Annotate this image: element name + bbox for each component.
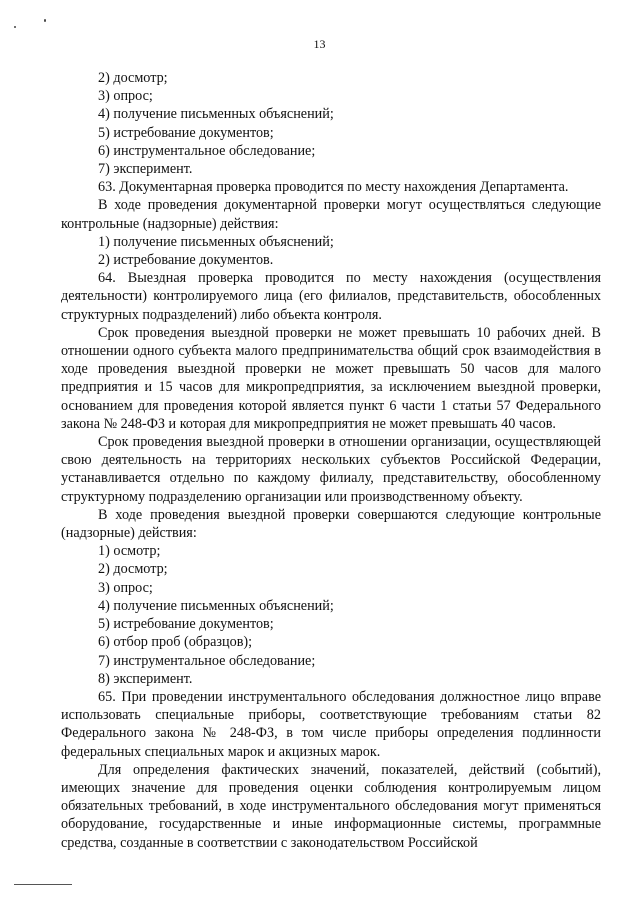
paragraph-63-actions: В ходе проведения документарной проверки могут осуществляться следующие контрольные (надзорные) действия: <box>61 197 601 232</box>
list-item: 7) эксперимент. <box>98 161 193 178</box>
scan-speck <box>14 26 16 28</box>
list-item: 1) получение письменных объяснений; <box>98 233 334 250</box>
page-number: 13 <box>313 37 326 51</box>
scan-speck <box>44 19 46 22</box>
list-item: 3) опрос; <box>98 579 153 596</box>
list-item: 4) получение письменных объяснений; <box>98 106 334 123</box>
list-item: 3) опрос; <box>98 88 153 105</box>
paragraph-65: 65. При проведении инструментального обследования должностное лицо вправе использовать специальные приборы, соответствующие требованиям статьи 82 Федерального закона № 248-ФЗ, в том числе приборы определения подлинности федеральных специальных марок и акцизных марок. <box>61 688 601 760</box>
list-item: 8) эксперимент. <box>98 670 193 687</box>
list-item: 4) получение письменных объяснений; <box>98 597 334 614</box>
paragraph-64-term: Срок проведения выездной проверки не может превышать 10 рабочих дней. В отношении одного субъекта малого предпринимательства общий срок взаимодействия в ходе проведения выездной проверки не может превышать 50 часов для малого предприятия и 15 часов для микропредприятия, за исключением выездной проверки, основанием для проведения которой является пункт 6 части 1 статьи 57 Федерального закона № 248-ФЗ и которая для микропредприятия не может превышать 40 часов. <box>61 324 601 432</box>
paragraph-64-organization: Срок проведения выездной проверки в отношении организации, осуществляющей свою деятельность на территориях нескольких субъектов Российской Федерации, устанавливается отдельно по каждому филиалу, представительству, обособленному структурному подразделению организации или производственному объекту. <box>61 434 601 505</box>
list-item: 6) отбор проб (образцов); <box>98 634 253 651</box>
list-item: 2) досмотр; <box>98 561 168 578</box>
list-item: 6) инструментальное обследование; <box>98 142 316 159</box>
paragraph-64: 64. Выездная проверка проводится по месту нахождения (осуществления деятельности) контролируемого лица (его филиалов, представительств, обособленных структурных подразделений) либо объекта контроля. <box>61 270 601 323</box>
list-item: 1) осмотр; <box>98 543 161 560</box>
list-item: 7) инструментальное обследование; <box>98 652 316 669</box>
paragraph-65-tools: Для определения фактических значений, показателей, действий (событий), имеющих значение для проведения оценки соблюдения контролируемым лицом обязательных требований, в ходе инструментального обследования могут применяться оборудование, государственные и иные информационные системы, программные средства, созданные в соответствии с законодательством Российской <box>61 761 601 851</box>
list-item: 2) досмотр; <box>98 70 168 86</box>
list-item: 5) истребование документов; <box>98 616 274 633</box>
document-body <box>61 69 601 852</box>
footer-rule <box>14 884 72 885</box>
paragraph-64-actions: В ходе проведения выездной проверки совершаются следующие контрольные (надзорные) действия: <box>61 506 601 542</box>
list-item: 5) истребование документов; <box>98 124 274 141</box>
list-item: 2) истребование документов. <box>98 252 274 269</box>
paragraph-63: 63. Документарная проверка проводится по месту нахождения Департамента. <box>98 179 569 196</box>
